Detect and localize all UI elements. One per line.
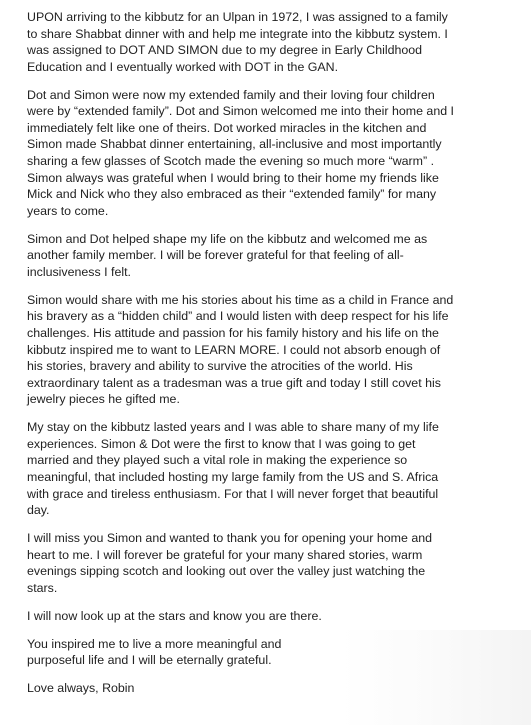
text-line: Education and I eventually worked with DOT in the GAN. <box>27 59 339 74</box>
text-line: I will miss you Simon and wanted to thank you for opening your home and <box>27 531 432 546</box>
text-line: meaningful, that included hosting my large family from the US and S. Africa <box>27 470 439 485</box>
text-line: jewelry pieces he gifted me. <box>27 392 180 407</box>
text-line: extraordinary talent as a tradesman was a true gift and today I still covet his <box>27 375 441 390</box>
text-line: purposeful life and I will be eternally grateful. <box>27 653 272 668</box>
text-line: Love always, Robin <box>27 681 135 696</box>
text-line: UPON arriving to the kibbutz for an Ulpan in 1972, I was assigned to a family <box>27 10 448 24</box>
text-line: to share Shabbat dinner with and help me integrate into the kibbutz system. I <box>27 26 448 41</box>
paragraph-stay <box>27 419 525 519</box>
text-line: I will now look up at the stars and know you are there. <box>27 608 322 623</box>
text-line: his bravery as a “hidden child” and I would listen with deep respect for his life <box>27 309 449 324</box>
text-line: heart to me. I will forever be grateful for your many shared stories, warm <box>27 547 423 562</box>
text-line: stars. <box>27 580 58 595</box>
text-line: Mick and Nick who they also embraced as their “extended family” for many <box>27 187 437 202</box>
paragraph-stories <box>27 292 525 408</box>
text-line: was assigned to DOT AND SIMON due to my degree in Early Childhood <box>27 43 423 58</box>
text-line: kibbutz inspired me to want to LEARN MORE. I could not absorb enough of <box>27 342 441 357</box>
paragraph-stars <box>27 608 525 625</box>
text-line: another family member. I will be forever grateful for that feeling of all- <box>27 248 404 263</box>
text-line: Dot and Simon were now my extended family and their loving four children <box>27 87 435 102</box>
text-line: immediately felt like one of theirs. Dot worked miracles in the kitchen and <box>27 120 427 135</box>
paragraph-extended-family <box>27 87 525 220</box>
text-line: with grace and tireless enthusiasm. For that I will never forget that beautiful <box>27 486 439 501</box>
paragraph-miss-you <box>27 530 525 596</box>
text-line: challenges. His attitude and passion for his family history and his life on the <box>27 325 439 340</box>
text-line: Simon made Shabbat dinner entertaining, all-inclusive and most importantly <box>27 137 442 152</box>
text-line: years to come. <box>27 203 109 218</box>
text-line: his stories, bravery and ability to survive the atrocities of the world. His <box>27 359 413 374</box>
text-line: experiences. Simon & Dot were the first to know that I was going to get <box>27 436 416 451</box>
text-line: were by “extended family”. Dot and Simon welcomed me into their home and I <box>27 104 454 119</box>
paragraph-shape-my-life <box>27 231 525 281</box>
paragraph-arrival <box>27 9 525 75</box>
text-line: Simon always was grateful when I would bring to their home my friends like <box>27 170 439 185</box>
text-line: My stay on the kibbutz lasted years and I was able to share many of my life <box>27 420 439 435</box>
signature-line <box>27 680 525 697</box>
paragraph-inspired <box>27 636 525 669</box>
text-line: evenings sipping scotch and looking out over the valley just watching the <box>27 564 426 579</box>
text-line: You inspired me to live a more meaningful and <box>27 636 282 651</box>
text-line: Simon and Dot helped shape my life on the kibbutz and welcomed me as <box>27 231 428 246</box>
text-line: married and they played such a vital role in making the experience so <box>27 453 408 468</box>
text-line: Simon would share with me his stories about his time as a child in France and <box>27 292 454 307</box>
text-line: day. <box>27 503 50 518</box>
letter-body <box>27 9 525 697</box>
text-line: sharing a few glasses of Scotch made the evening so much more “warm” . <box>27 154 435 169</box>
text-line: inclusiveness I felt. <box>27 264 131 279</box>
